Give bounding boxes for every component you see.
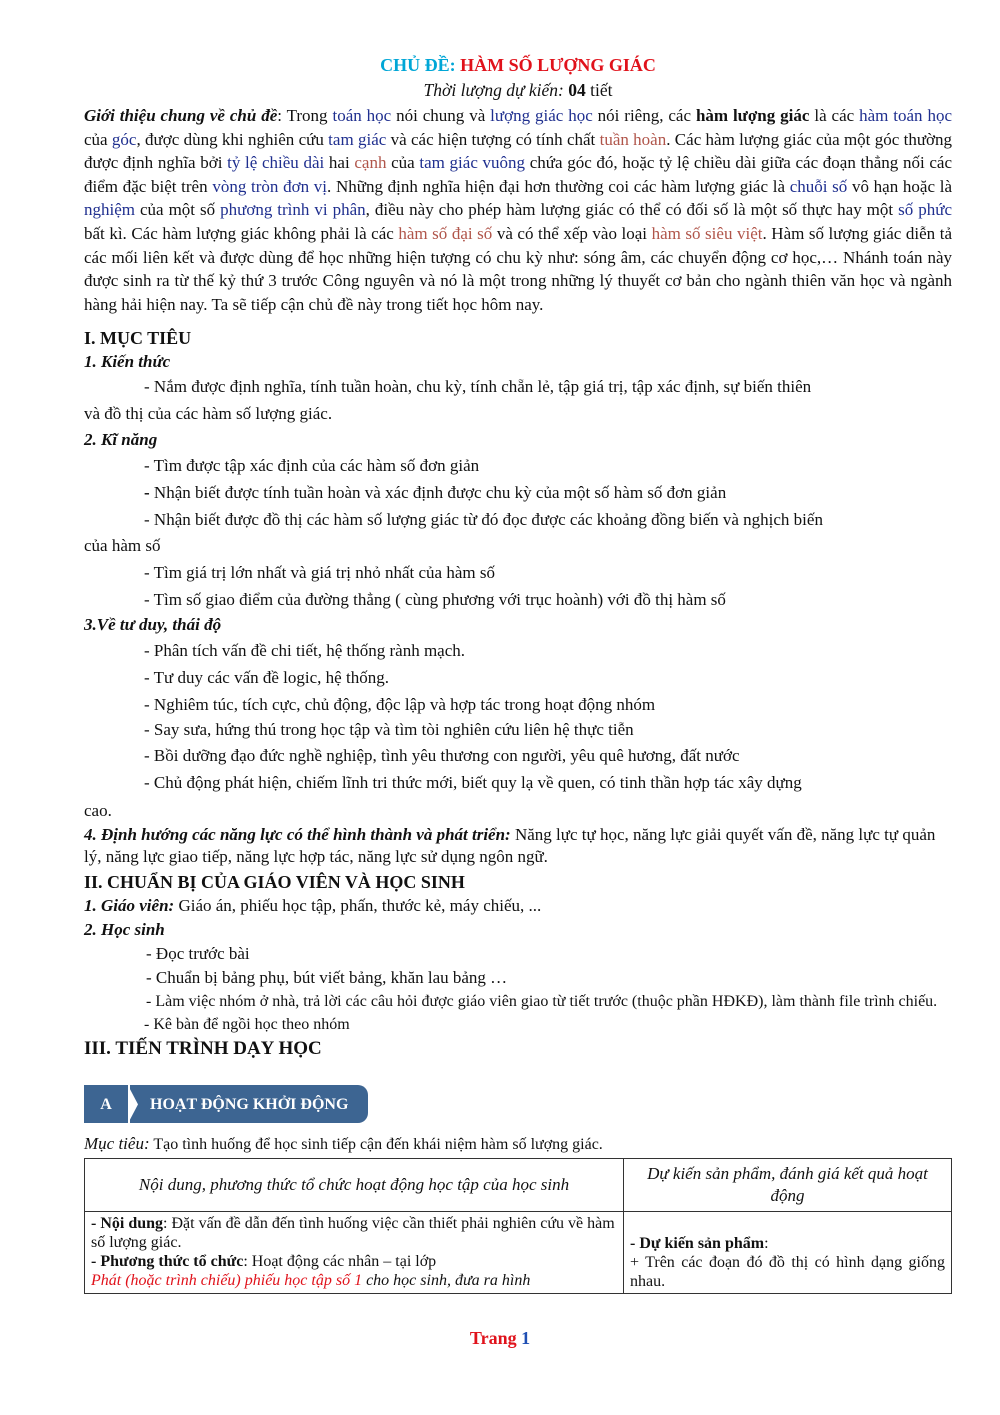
intro-lead: Giới thiệu chung về chủ đề xyxy=(84,106,278,125)
competence-text: Năng lực tự học, năng lực giải quyết vấn đề, năng lực tự quản lý, năng lực giao tiếp, năng lực hợp tác, năng lực sử dụng ngôn ngữ. xyxy=(84,825,936,867)
link-tam-giac[interactable]: tam giác xyxy=(328,129,387,149)
page-content xyxy=(84,52,952,1294)
objective-text: Tạo tình huống để học sinh tiếp cận đến khái niệm hàm số lượng giác. xyxy=(149,1136,603,1154)
student-heading: 2. Học sinh xyxy=(84,920,165,940)
page-footer xyxy=(0,1328,1000,1349)
handout-line xyxy=(91,1271,617,1290)
student-item: - Kê bàn để ngồi học theo nhóm xyxy=(144,1016,350,1034)
knowledge-heading: 1. Kiến thức xyxy=(84,352,171,372)
duration-label: Thời lượng dự kiến: xyxy=(423,80,569,100)
intro-text: của xyxy=(386,153,420,173)
link-goc[interactable]: góc xyxy=(111,129,137,149)
intro-bold-term: hàm lượng giác xyxy=(695,106,810,125)
link-ham[interactable]: hàm xyxy=(859,106,889,125)
intro-text: của một số xyxy=(135,200,221,220)
objective-label: Mục tiêu: xyxy=(84,1134,150,1154)
skill-dash: - xyxy=(144,483,150,503)
product-colon: : xyxy=(764,1235,769,1253)
competence-heading: 4. Định hướng các năng lực có thể hình thành và phát triển: xyxy=(84,825,511,845)
link-toan-hoc[interactable]: toán học xyxy=(332,106,392,125)
link-tam-giac-vuong[interactable]: tam giác vuông xyxy=(419,153,526,173)
table-cell-left xyxy=(85,1212,624,1294)
section-objectives-heading: I. MỤC TIÊU xyxy=(84,328,192,349)
activity-banner xyxy=(84,1085,952,1123)
attitude-item: - Chủ động phát hiện, chiếm lĩnh tri thức mới, biết quy lạ về quen, có tinh thần hợp tác xây dựng xyxy=(144,773,802,793)
method-text: : Hoạt động các nhân – tại lớp xyxy=(243,1253,437,1271)
page-label: Trang xyxy=(469,1328,522,1348)
skills-heading: 2. Kĩ năng xyxy=(84,430,158,450)
attitude-heading: 3.Về tư duy, thái độ xyxy=(84,615,222,635)
teacher-text: Giáo án, phiếu học tập, phấn, thước kẻ, máy chiếu, ... xyxy=(174,896,542,916)
knowledge-line: và đồ thị của các hàm số lượng giác. xyxy=(84,404,333,424)
handout-tail: cho học sinh, đưa ra hình xyxy=(362,1272,531,1290)
table-row xyxy=(85,1212,952,1294)
intro-text: và các hiện tượng có tính chất xyxy=(386,129,600,149)
link-ham-so-sieu-viet[interactable]: hàm số siêu việt xyxy=(651,223,763,243)
title-main: HÀM SỐ LƯỢNG GIÁC xyxy=(460,55,656,75)
knowledge-line: - Nắm được định nghĩa, tính tuần hoàn, chu kỳ, tính chẵn lẻ, tập giá trị, tập xác định, sự biến thiên xyxy=(144,377,812,397)
link-toan-hoc-2[interactable]: toán học xyxy=(893,106,953,125)
content-label: - Nội dung xyxy=(91,1215,164,1233)
page-number: 1 xyxy=(521,1328,531,1348)
attitude-item: cao. xyxy=(84,801,112,821)
table-header-row xyxy=(85,1159,952,1212)
attitude-item: - Tư duy các vấn đề logic, hệ thống. xyxy=(144,668,389,688)
student-item: - Làm việc nhóm ở nhà, trả lời các câu hỏi được giáo viên giao từ tiết trước (thuộc phần HĐKĐ), làm thành file trình chiếu. xyxy=(146,993,938,1011)
page-title xyxy=(84,52,952,78)
intro-text: nói chung và xyxy=(391,106,491,125)
student-item: - Chuẩn bị bảng phụ, bút viết bảng, khăn lau bảng … xyxy=(146,968,508,988)
skill-item: - Tìm được tập xác định của các hàm số đơn giản xyxy=(144,456,480,476)
section-preparation-heading: II. CHUẨN BỊ CỦA GIÁO VIÊN VÀ HỌC SINH xyxy=(84,872,465,893)
intro-text: của xyxy=(84,129,112,149)
attitude-item: - Say sưa, hứng thú trong học tập và tìm tòi nghiên cứu liên hệ thực tiễn xyxy=(144,720,634,740)
intro-paragraph xyxy=(84,104,952,316)
method-label: - Phương thức tổ chức xyxy=(91,1253,244,1271)
skill-item xyxy=(84,479,952,506)
link-so-phuc[interactable]: số phức xyxy=(898,200,952,220)
link-phuong-trinh-vi-phan[interactable]: phương trình vi phân xyxy=(220,200,366,220)
intro-text: vô hạn hoặc là xyxy=(847,176,952,196)
method-line xyxy=(91,1252,617,1271)
link-canh[interactable]: cạnh xyxy=(354,153,387,173)
attitude-item: - Nghiêm túc, tích cực, chủ động, độc lập và hợp tác trong hoạt động nhóm xyxy=(144,695,656,715)
attitude-item: - Phân tích vấn đề chi tiết, hệ thống rành mạch. xyxy=(144,641,466,661)
activity-objective xyxy=(84,1133,952,1156)
link-tuan-hoan[interactable]: tuần hoàn xyxy=(599,129,667,149)
link-nghiem[interactable]: nghiệm xyxy=(84,200,135,220)
product-label: - Dự kiến sản phẩm xyxy=(630,1235,765,1253)
content-line xyxy=(91,1214,617,1252)
activity-letter: A xyxy=(84,1085,128,1123)
link-chuoi-so[interactable]: chuỗi số xyxy=(789,176,848,196)
duration-unit: tiết xyxy=(585,80,613,100)
teacher-line xyxy=(84,894,952,918)
handout-text: Phát (hoặc trình chiếu) phiếu học tập số 1 xyxy=(91,1272,363,1290)
product-text: + Trên các đoạn đó đồ thị có hình dạng giống nhau. xyxy=(630,1254,945,1291)
link-ham-so-dai-so[interactable]: hàm số đại số xyxy=(398,223,493,243)
table-header-left: Nội dung, phương thức tổ chức hoạt động học tập của học sinh xyxy=(85,1159,624,1212)
table-cell-right xyxy=(624,1212,952,1294)
intro-text: : Trong xyxy=(277,106,333,125)
activity-label: HOẠT ĐỘNG KHỞI ĐỘNG xyxy=(130,1085,368,1123)
skill-text: Nhận biết được tính tuần hoàn và xác định được chu kỳ của một số hàm số đơn giản xyxy=(149,483,727,503)
product-line xyxy=(630,1234,945,1253)
skill-item: - Tìm số giao điểm của đường thẳng ( cùng phương với trục hoành) với đồ thị hàm số xyxy=(144,590,726,610)
link-vong-tron-don-vi[interactable]: vòng tròn đơn vị xyxy=(212,176,328,196)
intro-text: , được dùng khi nghiên cứu xyxy=(136,129,329,149)
attitude-item: - Bồi dưỡng đạo đức nghề nghiệp, tình yêu thương con người, yêu quê hương, đất nước xyxy=(144,746,740,766)
intro-text: và có thể xếp vào loại xyxy=(492,223,652,243)
intro-text: nói riêng, các xyxy=(592,106,696,125)
link-ty-le-chieu-dai[interactable]: tỷ lệ chiều dài xyxy=(227,153,325,173)
activity-table xyxy=(84,1158,952,1294)
skill-item: - Nhận biết được đồ thị các hàm số lượng giác từ đó đọc được các khoảng đồng biến và nghịch biến xyxy=(144,510,823,530)
section-process-heading: III. TIẾN TRÌNH DẠY HỌC xyxy=(84,1038,322,1060)
student-item: - Đọc trước bài xyxy=(146,944,250,964)
skill-item: - Tìm giá trị lớn nhất và giá trị nhỏ nhất của hàm số xyxy=(144,563,495,583)
intro-text: là các xyxy=(809,106,860,125)
content-text: : Đặt vấn đề dẫn đến tình huống việc cần thiết phải nghiên cứu về hàm số lượng giác. xyxy=(91,1215,615,1252)
intro-text: , điều này cho phép hàm lượng giác có thể có đối số là một số thực hay một xyxy=(365,200,899,220)
intro-text: . Những định nghĩa hiện đại hơn thường coi các hàm lượng giác là xyxy=(327,176,790,196)
duration-line xyxy=(84,78,952,102)
table-header-right: Dự kiến sản phẩm, đánh giá kết quả hoạt động xyxy=(624,1159,952,1212)
link-luong-giac-hoc[interactable]: lượng giác học xyxy=(490,106,593,125)
teacher-heading: 1. Giáo viên: xyxy=(84,896,175,916)
intro-text: . Các hàm lượng giác của một góc thường được định nghĩa bởi xyxy=(84,129,953,173)
title-prefix: CHỦ ĐỀ: xyxy=(380,55,461,75)
skill-item: của hàm số xyxy=(84,536,161,556)
intro-text: bất kì. Các hàm lượng giác không phải là các xyxy=(84,223,399,243)
intro-text: chứa góc đó, hoặc tỷ lệ chiều dài giữa các đoạn thẳng nối các điểm đặc biệt trên xyxy=(84,153,952,196)
duration-value: 04 xyxy=(568,80,586,100)
intro-text: hai xyxy=(324,153,355,173)
intro-text: . Hàm số lượng giác diễn tả các mối liên kết và được dùng để học những hiện tượng có chu kỳ như: sóng âm, các chuyển động cơ học,… Nhánh toán này được sinh ra từ thế kỷ thứ 3 trước Công nguyên và nó là một trong những lý thuyết cơ bản cho ngành thiên văn học và ngành hàng hải hiện nay. Ta sẽ tiếp cận chủ đề này trong tiết học hôm nay. xyxy=(84,223,952,314)
competence-paragraph xyxy=(84,824,952,868)
